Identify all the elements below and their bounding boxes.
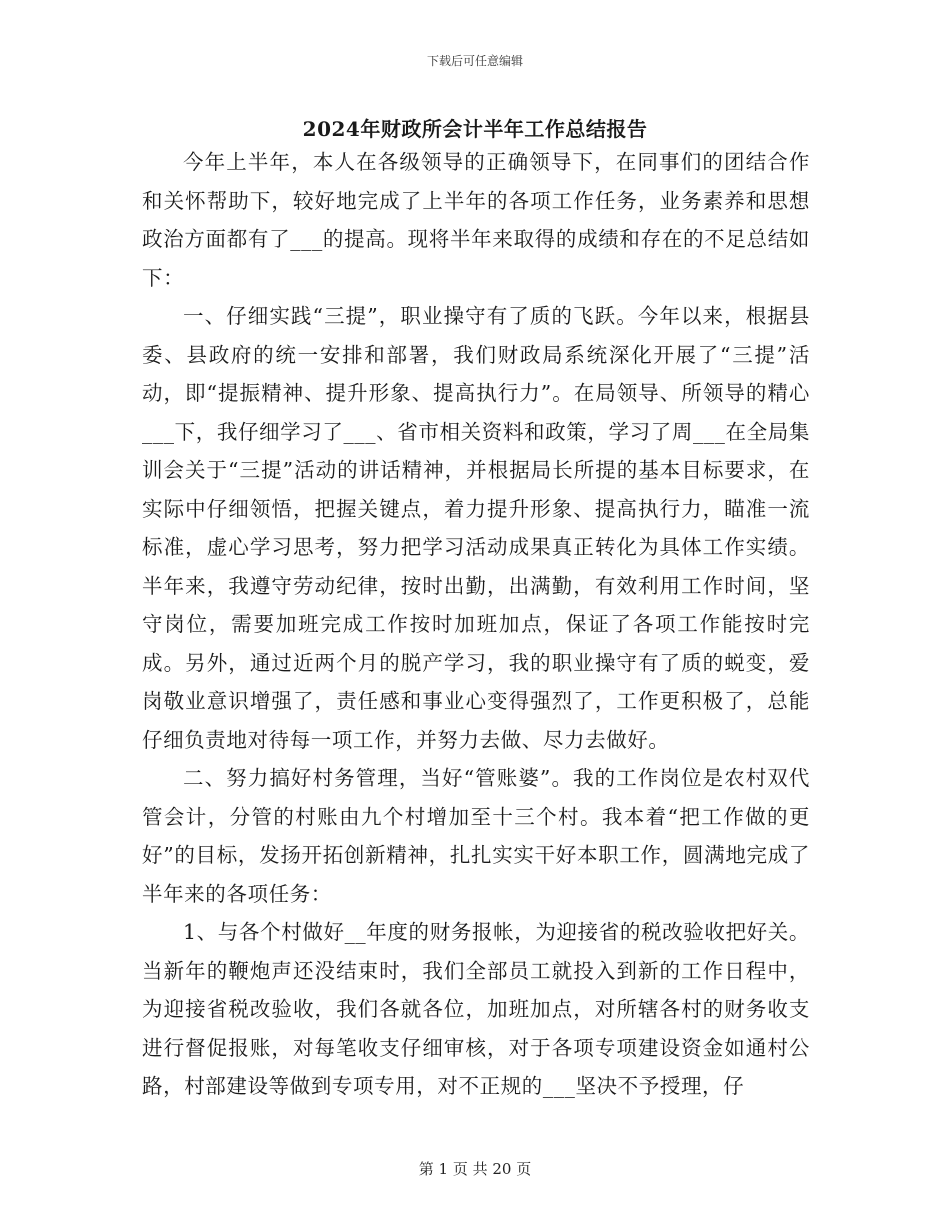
paragraph-intro: 今年上半年，本人在各级领导的正确领导下，在同事们的团结合作和关怀帮助下，较好地完成了上半年的各项工作任务，业务素养和思想政治方面都有了___的提高。现将半年来取得的成绩和存在的不足总结如下： bbox=[142, 150, 810, 290]
paragraph-section-1: 一、仔细实践“三提”，职业操守有了质的飞跃。今年以来，根据县委、县政府的统一安排和部署，我们财政局系统深化开展了“三提”活动，即“提振精神、提升形象、提高执行力”。在局领导、所领导的精心___下，我仔细学习了___、省市相关资料和政策，学习了周___在全局集训会关于“三提”活动的讲话精神，并根据局长所提的基本目标要求，在实际中仔细领悟，把握关键点，着力提升形象、提高执行力，瞄准一流标准，虚心学习思考，努力把学习活动成果真正转化为具体工作实绩。半年来，我遵守劳动纪律，按时出勤，出满勤，有效利用工作时间，坚守岗位，需要加班完成工作按时加班加点，保证了各项工作能按时完成。另外，通过近两个月的脱产学习，我的职业操守有了质的蜕变，爱岗敬业意识增强了，责任感和事业心变得强烈了，工作更积极了，总能仔细负责地对待每一项工作，并努力去做、尽力去做好。 bbox=[142, 304, 810, 752]
paragraph-item-1: 1、与各个村做好__年度的财务报帐，为迎接省的税改验收把好关。当新年的鞭炮声还没结束时，我们全部员工就投入到新的工作日程中，为迎接省税改验收，我们各就各位，加班加点，对所辖各村的财务收支进行督促报账，对每笔收支仔细审核，对于各项专项建设资金如通村公路，村部建设等做到专项专用，对不正规的___坚决不予授理，仔 bbox=[142, 920, 810, 1098]
page-number: 第 1 页 共 20 页 bbox=[418, 1160, 532, 1178]
paragraph-section-2: 二、努力搞好村务管理，当好“管账婆”。我的工作岗位是农村双代管会计，分管的村账由九个村增加至十三个村。我本着“把工作做的更好”的目标，发扬开拓创新精神，扎扎实实干好本职工作，圆满地完成了半年来的各项任务： bbox=[142, 766, 810, 906]
header-note: 下载后可任意编辑 bbox=[426, 54, 523, 68]
document-body bbox=[142, 143, 810, 1106]
document-title: 2024年财政所会计半年工作总结报告 bbox=[302, 117, 648, 141]
